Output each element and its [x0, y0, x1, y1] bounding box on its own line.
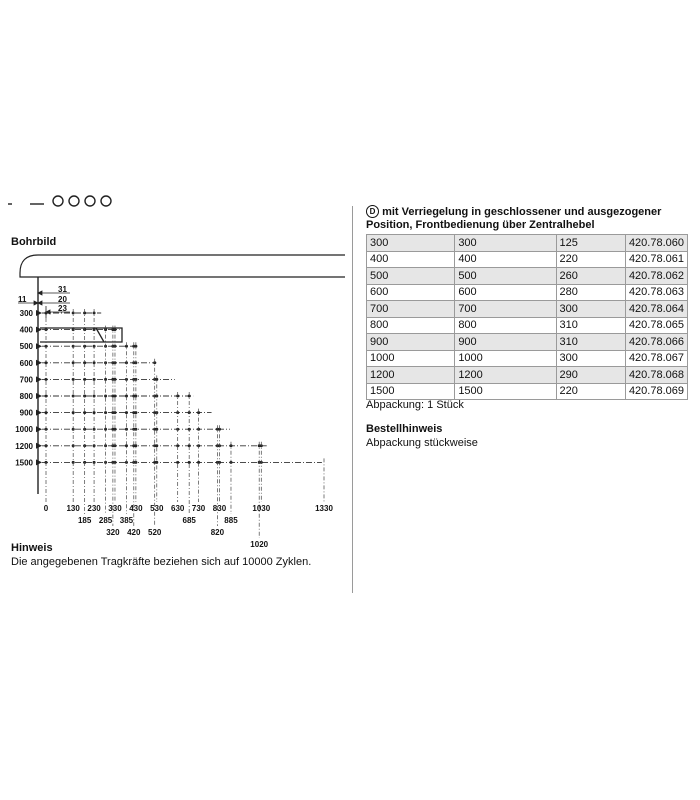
hole-position-label: 530 [150, 504, 164, 513]
table-cell: 280 [556, 284, 625, 301]
column-divider [352, 206, 353, 593]
dim-23: 23 [58, 304, 67, 313]
hole-position-label: 820 [210, 528, 225, 537]
table-cell: 1000 [367, 350, 455, 367]
table-row [367, 235, 688, 252]
table-cell: 420.78.064 [625, 301, 687, 318]
order-note-title: Bestellhinweis [366, 423, 443, 435]
table-cell: 420.78.062 [625, 268, 687, 285]
hole-position-label: 285 [98, 516, 113, 525]
dim-11: 11 [18, 295, 27, 304]
table-cell: 500 [367, 268, 455, 285]
table-cell: 125 [556, 235, 625, 252]
row-label: 800 [19, 392, 33, 401]
row-arrow [36, 443, 42, 449]
row-label: 1000 [15, 425, 33, 435]
hole-position-label: 520 [148, 528, 162, 537]
table-cell: 700 [455, 301, 556, 318]
row-label: 600 [19, 358, 33, 368]
hole-position-label: 320 [106, 528, 120, 537]
hole-position-label: 1030 [252, 504, 271, 513]
dim-20: 20 [58, 295, 67, 304]
table-cell: 1500 [367, 383, 455, 400]
table-cell: 600 [455, 284, 556, 301]
table-row [367, 367, 688, 384]
table-cell: 420.78.067 [625, 350, 687, 367]
row-arrow [36, 426, 42, 432]
table-row [367, 301, 688, 318]
note-title: Hinweis [11, 542, 53, 554]
row-label: 500 [19, 342, 33, 352]
table-cell: 1200 [367, 367, 455, 384]
variant-badge: D [366, 205, 379, 218]
table-cell: 1500 [455, 383, 556, 400]
hole-position-label: 830 [212, 504, 227, 513]
table-row [367, 383, 688, 400]
row-label: 700 [19, 375, 33, 385]
hole-position-label: 730 [191, 504, 206, 513]
packaging-info: Abpackung: 1 Stück [366, 399, 464, 411]
table-cell: 800 [455, 317, 556, 334]
table-cell: 1000 [455, 350, 556, 367]
hole-position-label: 230 [87, 504, 101, 513]
table-cell: 700 [367, 301, 455, 318]
row-arrow [36, 360, 42, 366]
table-cell: 300 [367, 235, 455, 252]
y-axis-labels [15, 309, 33, 467]
order-note-text: Abpackung stückweise [366, 437, 478, 449]
row-label: 400 [19, 325, 33, 335]
table-cell: 1200 [455, 367, 556, 384]
row-arrow [36, 376, 42, 382]
table-cell: 300 [455, 235, 556, 252]
table-cell: 400 [455, 251, 556, 268]
x-axis-labels [44, 504, 334, 549]
product-header [366, 205, 686, 232]
table-cell: 220 [556, 251, 625, 268]
table-cell: 420.78.068 [625, 367, 687, 384]
hole-position-label: 185 [77, 516, 92, 525]
hole-position-label: 1020 [250, 540, 269, 549]
table-cell: 310 [556, 334, 625, 351]
hole-position-label: 130 [66, 504, 80, 513]
hole-position-label: 0 [43, 504, 49, 513]
table-cell: 900 [367, 334, 455, 351]
table-cell: 800 [367, 317, 455, 334]
row-arrow [36, 310, 42, 316]
hole-position-label: 430 [129, 504, 143, 513]
slide-rail-outline [40, 328, 122, 342]
drill-rows [36, 310, 322, 465]
row-label: 1500 [15, 458, 33, 468]
dim-31: 31 [58, 285, 67, 294]
product-table [366, 234, 688, 400]
table-row [367, 251, 688, 268]
hole-position-label: 330 [108, 504, 122, 513]
table-row [367, 334, 688, 351]
hole-position-label: 420 [127, 528, 141, 537]
table-cell: 500 [455, 268, 556, 285]
table-row [367, 317, 688, 334]
note-text: Die angegebenen Tragkräfte beziehen sich auf 10000 Zyklen. [11, 556, 312, 568]
table-cell: 400 [367, 251, 455, 268]
table-cell: 420.78.069 [625, 383, 687, 400]
table-cell: 300 [556, 301, 625, 318]
hole-position-label: 630 [171, 504, 185, 513]
table-cell: 260 [556, 268, 625, 285]
table-cell: 420.78.061 [625, 251, 687, 268]
row-arrow [36, 393, 42, 399]
table-cell: 420.78.066 [625, 334, 687, 351]
hole-position-label: 685 [182, 516, 196, 525]
hole-position-label: 1330 [315, 504, 333, 513]
table-cell: 900 [455, 334, 556, 351]
product-header-text: mit Verriegelung in geschlossener und ausgezogener Position, Frontbedienung über Zentralhebel [366, 206, 662, 231]
row-label: 1200 [15, 441, 33, 451]
hole-position-label: 385 [119, 516, 134, 525]
table-row [367, 350, 688, 367]
row-arrow [36, 410, 42, 416]
table-cell: 420.78.065 [625, 317, 687, 334]
row-arrow [36, 343, 42, 349]
row-label: 900 [19, 408, 33, 418]
table-cell: 300 [556, 350, 625, 367]
table-cell: 420.78.060 [625, 235, 687, 252]
drilling-pattern-title: Bohrbild [11, 236, 57, 248]
table-cell: 310 [556, 317, 625, 334]
hole-position-label: 885 [224, 516, 238, 525]
cropped-heading-fragment [8, 198, 118, 208]
table-row [367, 284, 688, 301]
table-cell: 600 [367, 284, 455, 301]
table-cell: 290 [556, 367, 625, 384]
table-row [367, 268, 688, 285]
table-cell: 420.78.063 [625, 284, 687, 301]
board-outline [20, 255, 345, 277]
row-arrow [36, 459, 42, 465]
table-cell: 220 [556, 383, 625, 400]
row-label: 300 [19, 309, 33, 318]
